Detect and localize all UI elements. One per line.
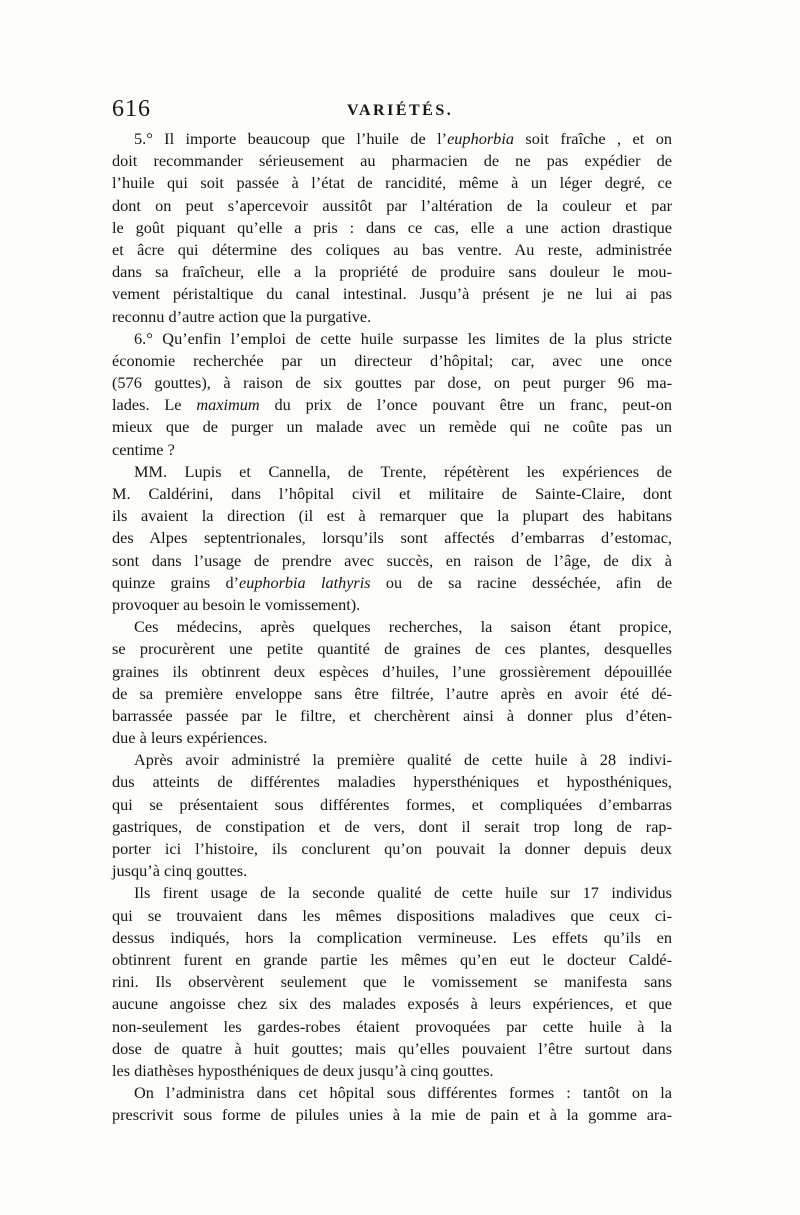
text-segment: M. Caldérini, dans l’hôpital civil et militaire de Sainte-Claire, dont <box>112 484 672 503</box>
text-line <box>112 838 672 860</box>
text-line <box>112 860 672 882</box>
text-segment: économie recherchée par un directeur d’hôpital; car, avec une once <box>112 350 672 370</box>
text-segment: se procurèrent une petite quantité de graines de ces plantes, desquelles <box>112 639 672 659</box>
text-segment: des Alpes septentrionales, lorsqu’ils sont affectés d’embarras d’estomac, <box>112 528 672 548</box>
paragraph <box>112 616 672 749</box>
text-segment: prescrivit sous forme de pilules unies à la mie de pain et à la gomme ara- <box>112 1105 672 1125</box>
text-segment: MM. Lupis et Cannella, de Trente, répétèrent les expériences de <box>134 461 672 481</box>
page-number: 616 <box>112 96 151 122</box>
text-segment: porter ici l’histoire, ils conclurent qu’on pouvait la donner depuis deux <box>112 839 672 858</box>
paragraph <box>112 1082 672 1126</box>
text-line <box>112 616 672 638</box>
section-title: VARIÉTÉS. <box>347 102 454 119</box>
text-segment: doit recommander sérieusement au pharmacien de ne pas expédier de <box>112 151 672 171</box>
text-segment: de sa première enveloppe sans être filtrée, l’autre après en avoir été dé- <box>112 683 672 703</box>
text-line <box>112 705 672 727</box>
text-segment: rini. Ils observèrent seulement que le vomissement se manifesta sans <box>112 972 672 992</box>
text-segment: les diathèses hyposthéniques de deux jusqu’à cinq gouttes. <box>112 1060 494 1080</box>
running-head <box>112 96 670 126</box>
text-segment: dans sa fraîcheur, elle a la propriété de produire sans douleur le mou- <box>112 262 672 282</box>
italic-text: euphorbia lathyris <box>239 573 371 592</box>
text-segment: obtinrent furent en grande partie les mêmes qu’en eut le docteur Caldé- <box>112 949 672 969</box>
text-segment: jusqu’à cinq gouttes. <box>112 861 248 881</box>
text-line <box>112 195 672 217</box>
text-line <box>112 128 672 150</box>
text-line <box>112 927 672 949</box>
body-text <box>112 128 672 1126</box>
text-line <box>112 1038 672 1060</box>
paragraph <box>112 749 672 882</box>
text-line <box>112 306 672 328</box>
text-segment: On l’administra dans cet hôpital sous différentes formes : tantôt on la <box>134 1083 672 1103</box>
text-segment: sont dans l’usage de prendre avec succès, en raison de l’âge, de dix à <box>112 550 672 570</box>
text-line <box>112 372 672 394</box>
text-segment: provoquer au besoin le vomissement). <box>112 594 361 614</box>
text-segment: (576 gouttes), à raison de six gouttes par dose, on peut purger 96 ma- <box>112 373 672 393</box>
text-line <box>112 1104 672 1126</box>
text-line <box>112 527 672 549</box>
text-line <box>112 1082 672 1104</box>
text-segment: Ils firent usage de la seconde qualité de cette huile sur 17 individus <box>134 883 672 903</box>
text-line <box>112 261 672 283</box>
text-segment: 6.° Qu’enfin l’emploi de cette huile surpasse les limites de la plus stricte <box>134 328 672 348</box>
text-segment: dus atteints de différentes maladies hypersthéniques et hyposthéniques, <box>112 772 672 792</box>
text-segment: qui se trouvaient dans les mêmes dispositions maladives que ceux ci- <box>112 905 672 925</box>
text-line <box>112 461 672 483</box>
text-segment: ou de sa racine desséchée, afin de <box>370 573 673 592</box>
text-segment: le goût piquant qu’elle a pris : dans ce cas, elle a une action drastique <box>112 217 672 237</box>
paragraph <box>112 461 672 616</box>
text-line <box>112 239 672 261</box>
text-line <box>112 217 672 239</box>
text-segment: vement péristaltique du canal intestinal. Jusqu’à présent je ne lui ai pas <box>112 284 672 304</box>
text-line <box>112 439 672 461</box>
text-segment: aucune angoisse chez six des malades exposés à leurs expériences, et que <box>112 994 672 1014</box>
text-segment: barrassée passée par le filtre, et cherchèrent ainsi à donner plus d’éten- <box>112 705 672 725</box>
text-segment: dessus indiqués, hors la complication vermineuse. Les effets qu’ils en <box>112 927 672 947</box>
text-line <box>112 971 672 993</box>
text-line <box>112 1016 672 1038</box>
text-line <box>112 150 672 172</box>
text-line <box>112 993 672 1015</box>
text-line <box>112 594 672 616</box>
text-segment: qui se présentaient sous différentes formes, et compliquées d’embarras <box>112 794 672 814</box>
text-segment: reconnu d’autre action que la purgative. <box>112 306 372 326</box>
text-segment: dose de quatre à huit gouttes; mais qu’elles pouvaient l’être surtout dans <box>112 1038 672 1058</box>
text-line <box>112 727 672 749</box>
paragraph <box>112 128 672 328</box>
text-line <box>112 572 672 594</box>
text-line <box>112 394 672 416</box>
paragraph <box>112 328 672 461</box>
text-segment: lades. Le <box>112 395 197 415</box>
text-line <box>112 483 672 505</box>
text-line <box>112 638 672 660</box>
italic-text: maximum <box>196 395 260 415</box>
text-segment: soit fraîche , et on <box>514 129 672 148</box>
text-segment: mieux que de purger un malade avec un remède qui ne coûte pas un <box>112 417 672 437</box>
italic-text: euphorbia <box>447 129 514 148</box>
text-line <box>112 794 672 816</box>
paragraph <box>112 882 672 1082</box>
text-line <box>112 328 672 350</box>
text-segment: due à leurs expériences. <box>112 728 268 748</box>
text-line <box>112 661 672 683</box>
text-line <box>112 949 672 971</box>
text-line <box>112 283 672 305</box>
text-segment: non-seulement les gardes-robes étaient provoquées par cette huile à la <box>112 1016 672 1036</box>
text-segment: Ces médecins, après quelques recherches, la saison étant propice, <box>134 617 672 637</box>
text-segment: dont on peut s’apercevoir aussitôt par l’altération de la couleur et par <box>112 195 672 215</box>
text-line <box>112 683 672 705</box>
text-segment: et âcre qui détermine des coliques au bas ventre. Au reste, administrée <box>112 239 672 259</box>
text-line <box>112 172 672 194</box>
text-segment: centime ? <box>112 439 175 459</box>
text-line <box>112 550 672 572</box>
text-segment: gastriques, de constipation et de vers, dont il serait trop long de rap- <box>112 816 672 836</box>
text-segment: l’huile qui soit passée à l’état de rancidité, même à un léger degré, ce <box>112 173 672 193</box>
text-segment: du prix de l’once pouvant être un franc, peut-on <box>259 395 672 415</box>
text-segment: graines ils obtinrent deux espèces d’huiles, l’une grossièrement dépouillée <box>112 661 672 681</box>
text-line <box>112 749 672 771</box>
text-line <box>112 350 672 372</box>
text-line <box>112 1060 672 1082</box>
text-segment: 5.° Il importe beaucoup que l’huile de l’ <box>134 129 448 148</box>
text-segment: quinze grains d’ <box>112 573 240 592</box>
text-line <box>112 882 672 904</box>
text-line <box>112 505 672 527</box>
text-segment: ils avaient la direction (il est à remarquer que la plupart des habitans <box>112 506 672 526</box>
text-line <box>112 905 672 927</box>
text-line <box>112 771 672 793</box>
text-line <box>112 416 672 438</box>
text-segment: Après avoir administré la première qualité de cette huile à 28 indivi- <box>134 750 672 770</box>
text-line <box>112 816 672 838</box>
